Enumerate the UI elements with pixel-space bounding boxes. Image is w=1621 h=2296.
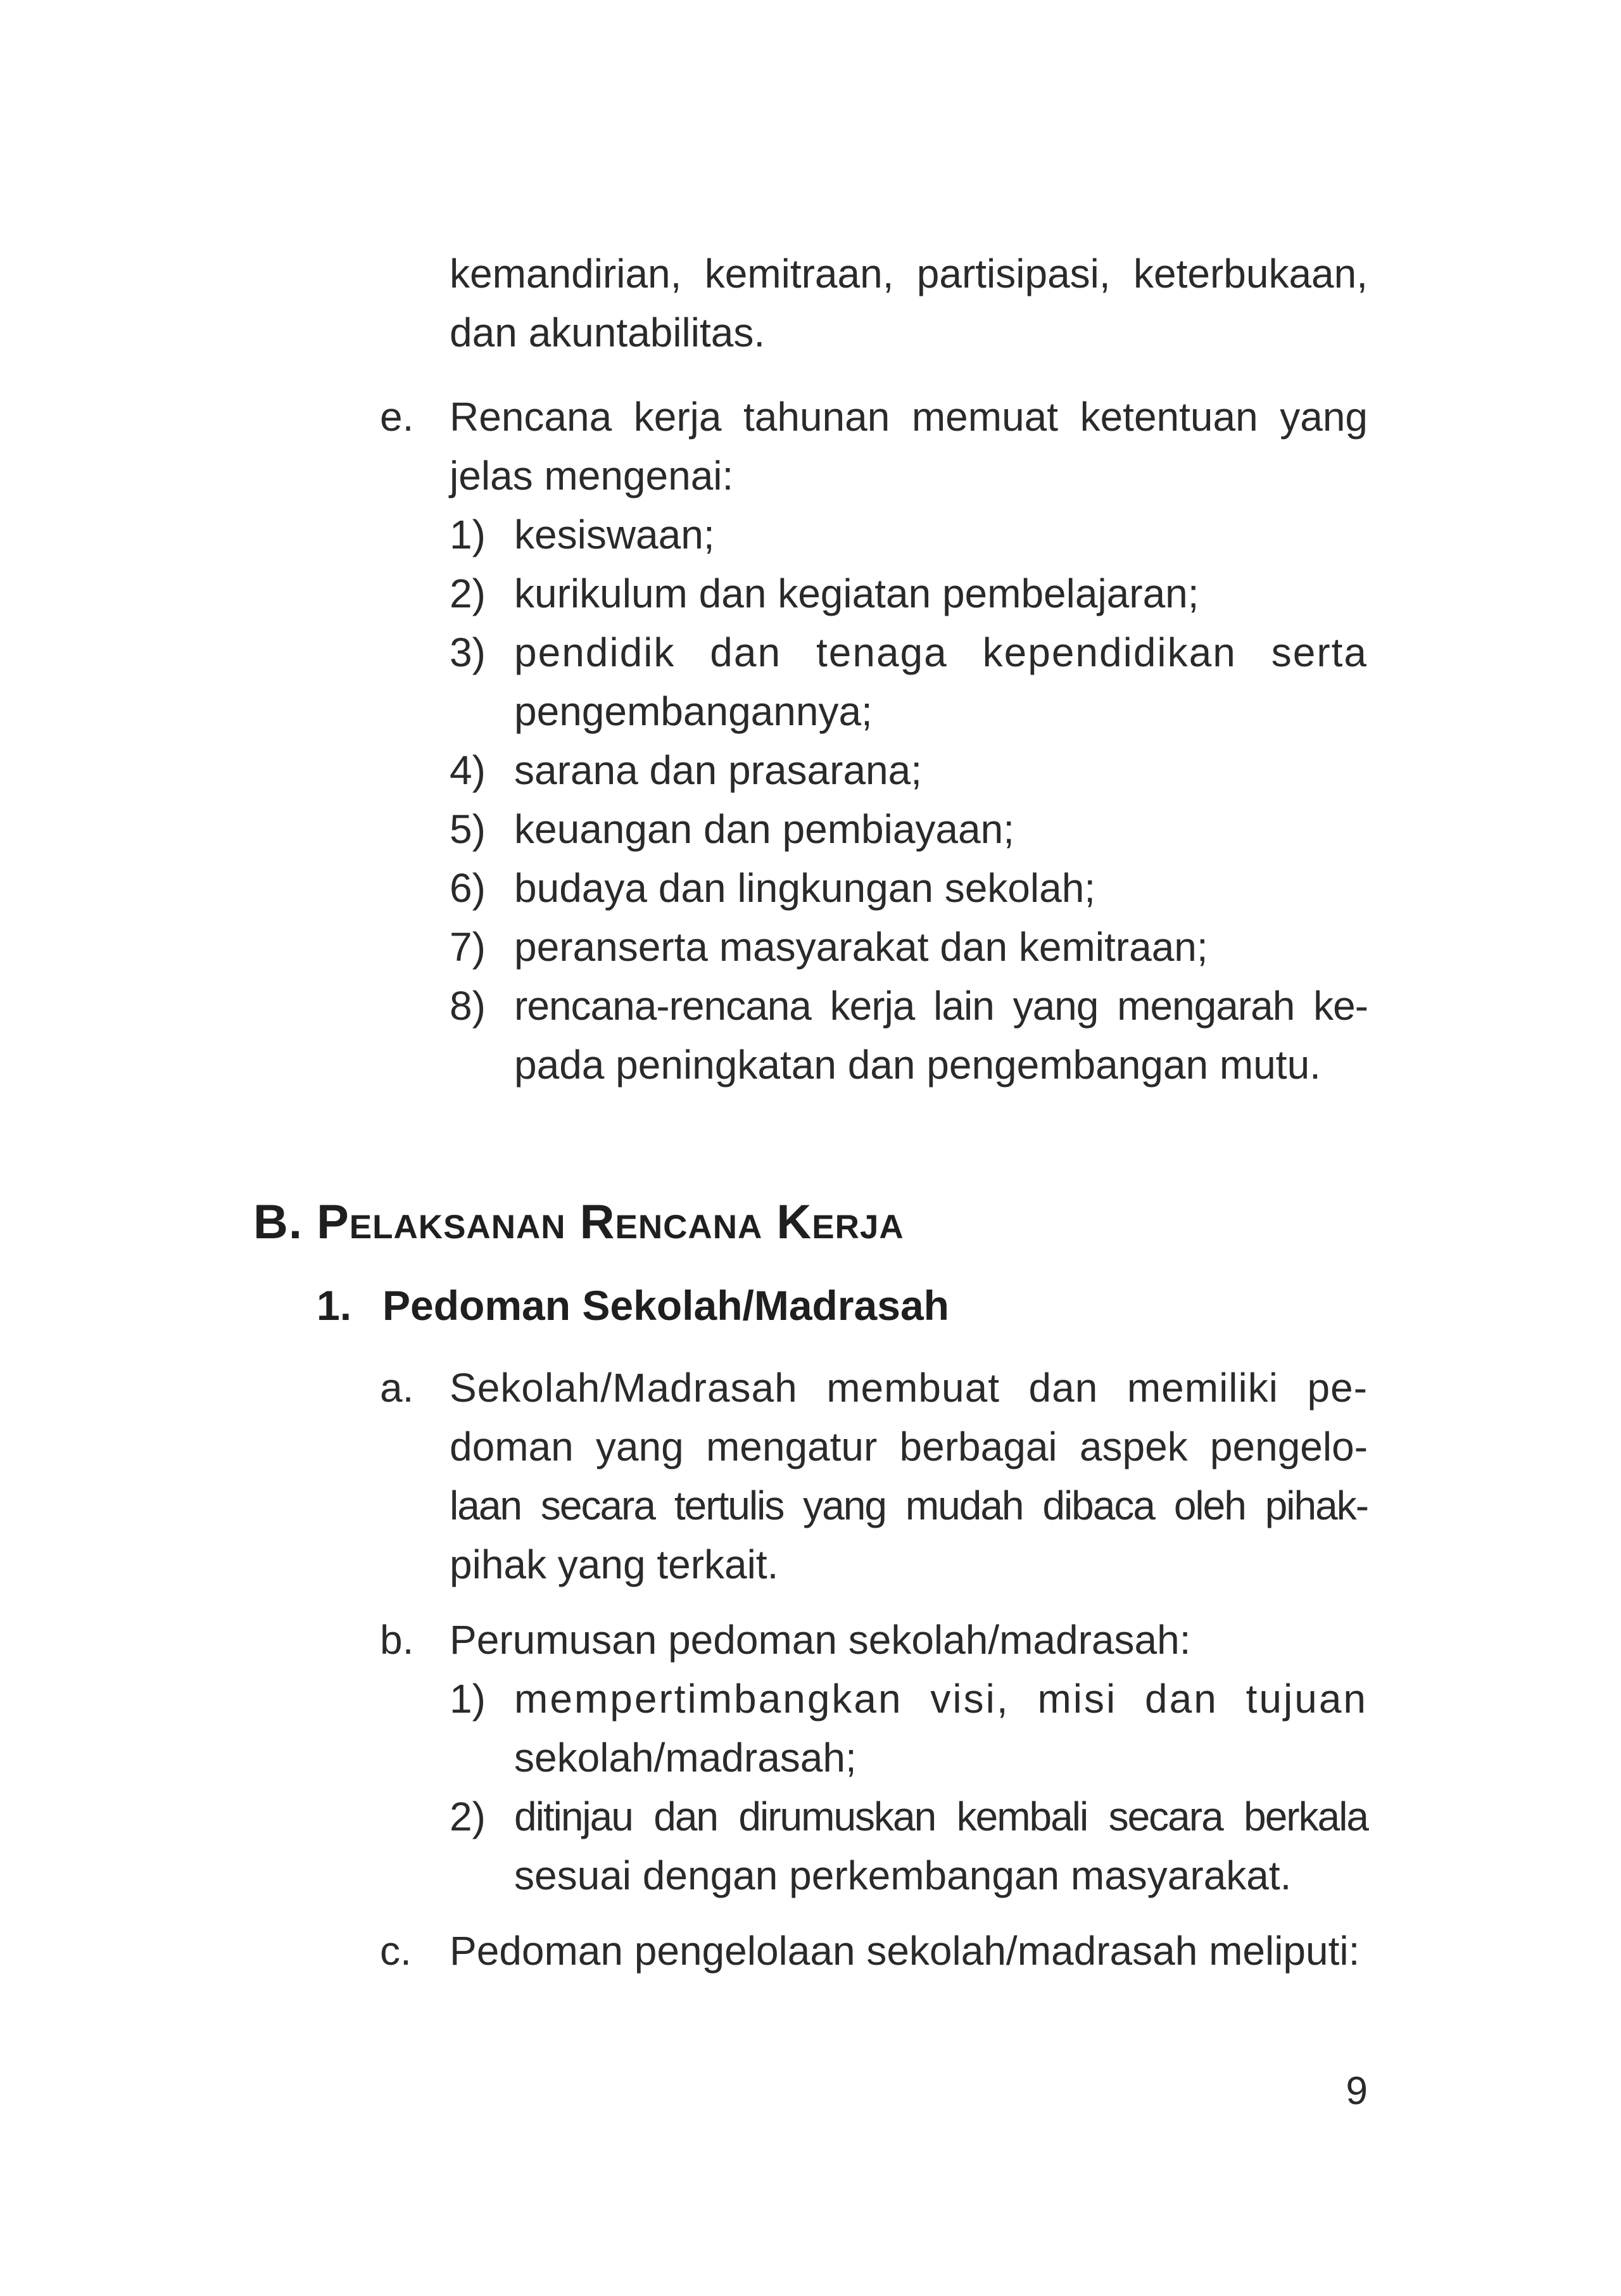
item-b-line-1: Perumusan pedoman sekolah/madrasah: — [450, 1617, 1191, 1663]
item-e-sub-3-number: 3) — [450, 630, 486, 675]
item-e-sub-7-number: 7) — [450, 924, 486, 970]
item-b-marker: b. — [380, 1617, 414, 1663]
item-e-line-1: Rencana kerja tahunan memuat ketentuan yang — [450, 394, 1368, 440]
item-b-sub-2-number: 2) — [450, 1794, 486, 1839]
item-b-sub-1-number: 1) — [450, 1676, 486, 1722]
item-b-sub-1-text-line-1: mempertimbangkan visi, misi dan tujuan — [514, 1676, 1368, 1722]
continuation-line-2: dan akuntabilitas. — [450, 310, 766, 355]
item-e-sub-5-text: keuangan dan pembiayaan; — [514, 806, 1014, 852]
item-e-sub-3-text-line-2: pengembangannya; — [514, 688, 873, 734]
continuation-line-1: kemandirian, kemitraan, partisipasi, keterbukaan, — [450, 251, 1368, 296]
item-e-sub-1-text: kesiswaan; — [514, 512, 715, 557]
item-e-sub-3-text-line-1: pendidik dan tenaga kependidikan serta — [514, 630, 1368, 675]
item-a-line-4: pihak yang terkait. — [450, 1542, 779, 1587]
item-a-line-1: Sekolah/Madrasah membuat dan memiliki pe- — [450, 1365, 1368, 1411]
section-b-heading: B. Pelaksanan Rencana Kerja — [253, 1195, 904, 1249]
item-b-sub-2-text-line-2: sesuai dengan perkembangan masyarakat. — [514, 1853, 1292, 1898]
item-e-sub-7-text: peranserta masyarakat dan kemitraan; — [514, 924, 1208, 970]
item-e-sub-1-number: 1) — [450, 512, 486, 557]
item-e-sub-5-number: 5) — [450, 806, 486, 852]
page-number: 9 — [1346, 2069, 1368, 2113]
item-b-sub-2-text-line-1: ditinjau dan dirumuskan kembali secara berkala — [514, 1794, 1368, 1839]
item-e-sub-2-text: kurikulum dan kegiatan pembelajaran; — [514, 571, 1199, 616]
subsection-1-title: Pedoman Sekolah/Madrasah — [382, 1282, 949, 1329]
item-e-sub-4-text: sarana dan prasarana; — [514, 747, 922, 793]
item-e-sub-8-text-line-2: pada peningkatan dan pengembangan mutu. — [514, 1042, 1321, 1088]
item-a-line-3: laan secara tertulis yang mudah dibaca oleh pihak- — [450, 1483, 1368, 1528]
item-e-sub-6-text: budaya dan lingkungan sekolah; — [514, 865, 1096, 911]
item-c-marker: c. — [380, 1928, 412, 1974]
item-a-marker: a. — [380, 1365, 414, 1411]
item-e-sub-2-number: 2) — [450, 571, 486, 616]
item-a-line-2: doman yang mengatur berbagai aspek pengelo- — [450, 1424, 1368, 1469]
item-c-line-1: Pedoman pengelolaan sekolah/madrasah meliputi: — [450, 1928, 1360, 1974]
item-e-sub-8-number: 8) — [450, 983, 486, 1029]
subsection-1-number: 1. — [317, 1282, 352, 1329]
item-b-sub-1-text-line-2: sekolah/madrasah; — [514, 1735, 857, 1780]
item-e-line-2: jelas mengenai: — [450, 453, 734, 498]
item-e-sub-4-number: 4) — [450, 747, 486, 793]
item-e-sub-8-text-line-1: rencana-rencana kerja lain yang mengarah ke- — [514, 983, 1368, 1029]
subsection-1-heading — [317, 1276, 949, 1335]
item-e-sub-6-number: 6) — [450, 865, 486, 911]
item-e-marker: e. — [380, 394, 414, 440]
